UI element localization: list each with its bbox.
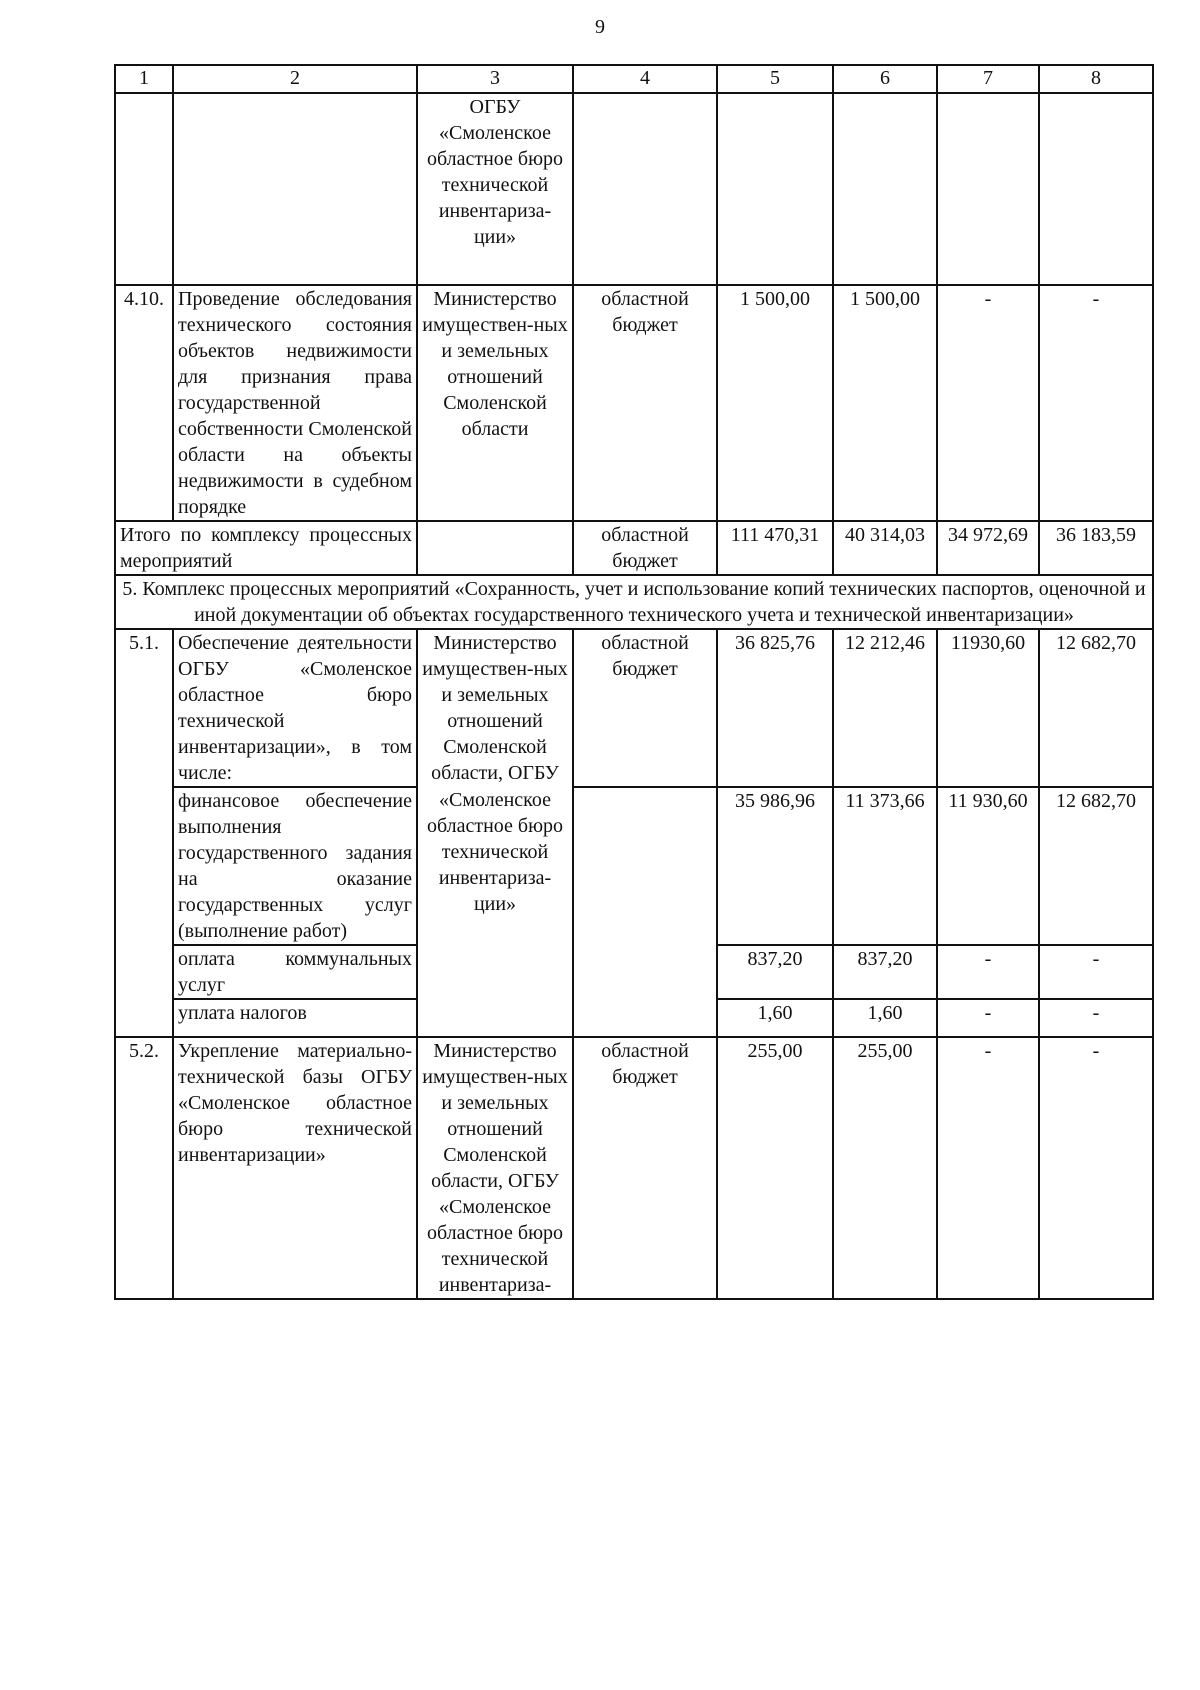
header-cell-5: 5 xyxy=(717,65,833,93)
value-year-1: 837,20 xyxy=(833,945,937,999)
funding-source: областной бюджет xyxy=(573,629,717,787)
header-cell-7: 7 xyxy=(937,65,1039,93)
header-cell-6: 6 xyxy=(833,65,937,93)
header-cell-2: 2 xyxy=(173,65,417,93)
activity-name: уплата налогов xyxy=(173,999,417,1037)
section-title: 5. Комплекс процессных мероприятий «Сохранность, учет и использование копий технических паспортов, оценочной и иной документации об объектах государственного технического учета и технической инвентаризации» xyxy=(115,575,1153,629)
value-total: 1 500,00 xyxy=(717,285,833,521)
table-row-4-10 xyxy=(115,285,1153,521)
value-year-1: 1,60 xyxy=(833,999,937,1037)
header-cell-4: 4 xyxy=(573,65,717,93)
executor-cell: Министерство имуществен-ных и земельных отношений Смоленской области, ОГБУ xyxy=(417,629,573,787)
value-year-1: 255,00 xyxy=(833,1037,937,1299)
value-year-3: 12 682,70 xyxy=(1039,787,1153,945)
value-year-2: - xyxy=(937,999,1039,1037)
executor-cell: Министерство имуществен-ных и земельных отношений Смоленской области xyxy=(417,285,573,521)
value-year-1: 12 212,46 xyxy=(833,629,937,787)
executor-cell: Министерство имуществен-ных и земельных отношений Смоленской области, ОГБУ «Смоленское областное бюро технической инвентариза- xyxy=(417,1037,573,1299)
total-label: Итого по комплексу процессных мероприятий xyxy=(115,521,417,575)
activity-name: Обеспечение деятельности ОГБУ «Смоленское областное бюро технической инвентаризации», в том числе: xyxy=(173,629,417,787)
value-year-2: 34 972,69 xyxy=(937,521,1039,575)
value-year-3: - xyxy=(1039,999,1153,1037)
header-cell-8: 8 xyxy=(1039,65,1153,93)
table-row-5-1 xyxy=(115,629,1153,787)
program-table xyxy=(114,64,1154,1300)
value-year-3: - xyxy=(1039,1037,1153,1299)
activity-name: Проведение обследования технического состояния объектов недвижимости для признания права государственной собственности Смоленской области на объекты недвижимости в судебном порядке xyxy=(173,285,417,521)
value-year-2: - xyxy=(937,945,1039,999)
section-5-header-row xyxy=(115,575,1153,629)
activity-name: оплата коммунальных услуг xyxy=(173,945,417,999)
value-year-3: 12 682,70 xyxy=(1039,629,1153,787)
header-row xyxy=(115,65,1153,93)
table-row-total xyxy=(115,521,1153,575)
value-year-2: 11930,60 xyxy=(937,629,1039,787)
value-year-2: - xyxy=(937,1037,1039,1299)
value-year-1: 40 314,03 xyxy=(833,521,937,575)
value-total: 111 470,31 xyxy=(717,521,833,575)
value-total: 255,00 xyxy=(717,1037,833,1299)
activity-name: финансовое обеспечение выполнения государственного задания на оказание государственных услуг (выполнение работ) xyxy=(173,787,417,945)
funding-source: областной бюджет xyxy=(573,521,717,575)
table-row-5-2 xyxy=(115,1037,1153,1299)
value-total: 36 825,76 xyxy=(717,629,833,787)
executor-cell: «Смоленское областное бюро технической инвентариза-ции» xyxy=(417,787,573,1037)
table-row-continued xyxy=(115,93,1153,285)
value-year-3: - xyxy=(1039,285,1153,521)
value-total: 1,60 xyxy=(717,999,833,1037)
value-total: 35 986,96 xyxy=(717,787,833,945)
table-row-5-1-a xyxy=(115,787,1153,945)
row-number: 5.2. xyxy=(115,1037,173,1299)
executor-cell: ОГБУ «Смоленское областное бюро технической инвентариза-ции» xyxy=(417,93,573,285)
value-year-3: - xyxy=(1039,945,1153,999)
value-year-2: - xyxy=(937,285,1039,521)
row-number: 4.10. xyxy=(115,285,173,521)
funding-source: областной бюджет xyxy=(573,1037,717,1299)
header-cell-3: 3 xyxy=(417,65,573,93)
activity-name: Укрепление материально-технической базы ОГБУ «Смоленское областное бюро технической инвентаризации» xyxy=(173,1037,417,1299)
value-total: 837,20 xyxy=(717,945,833,999)
funding-source: областной бюджет xyxy=(573,285,717,521)
value-year-1: 11 373,66 xyxy=(833,787,937,945)
value-year-1: 1 500,00 xyxy=(833,285,937,521)
page-number: 9 xyxy=(595,16,605,38)
header-cell-1: 1 xyxy=(115,65,173,93)
value-year-2: 11 930,60 xyxy=(937,787,1039,945)
value-year-3: 36 183,59 xyxy=(1039,521,1153,575)
row-number: 5.1. xyxy=(115,629,173,1037)
